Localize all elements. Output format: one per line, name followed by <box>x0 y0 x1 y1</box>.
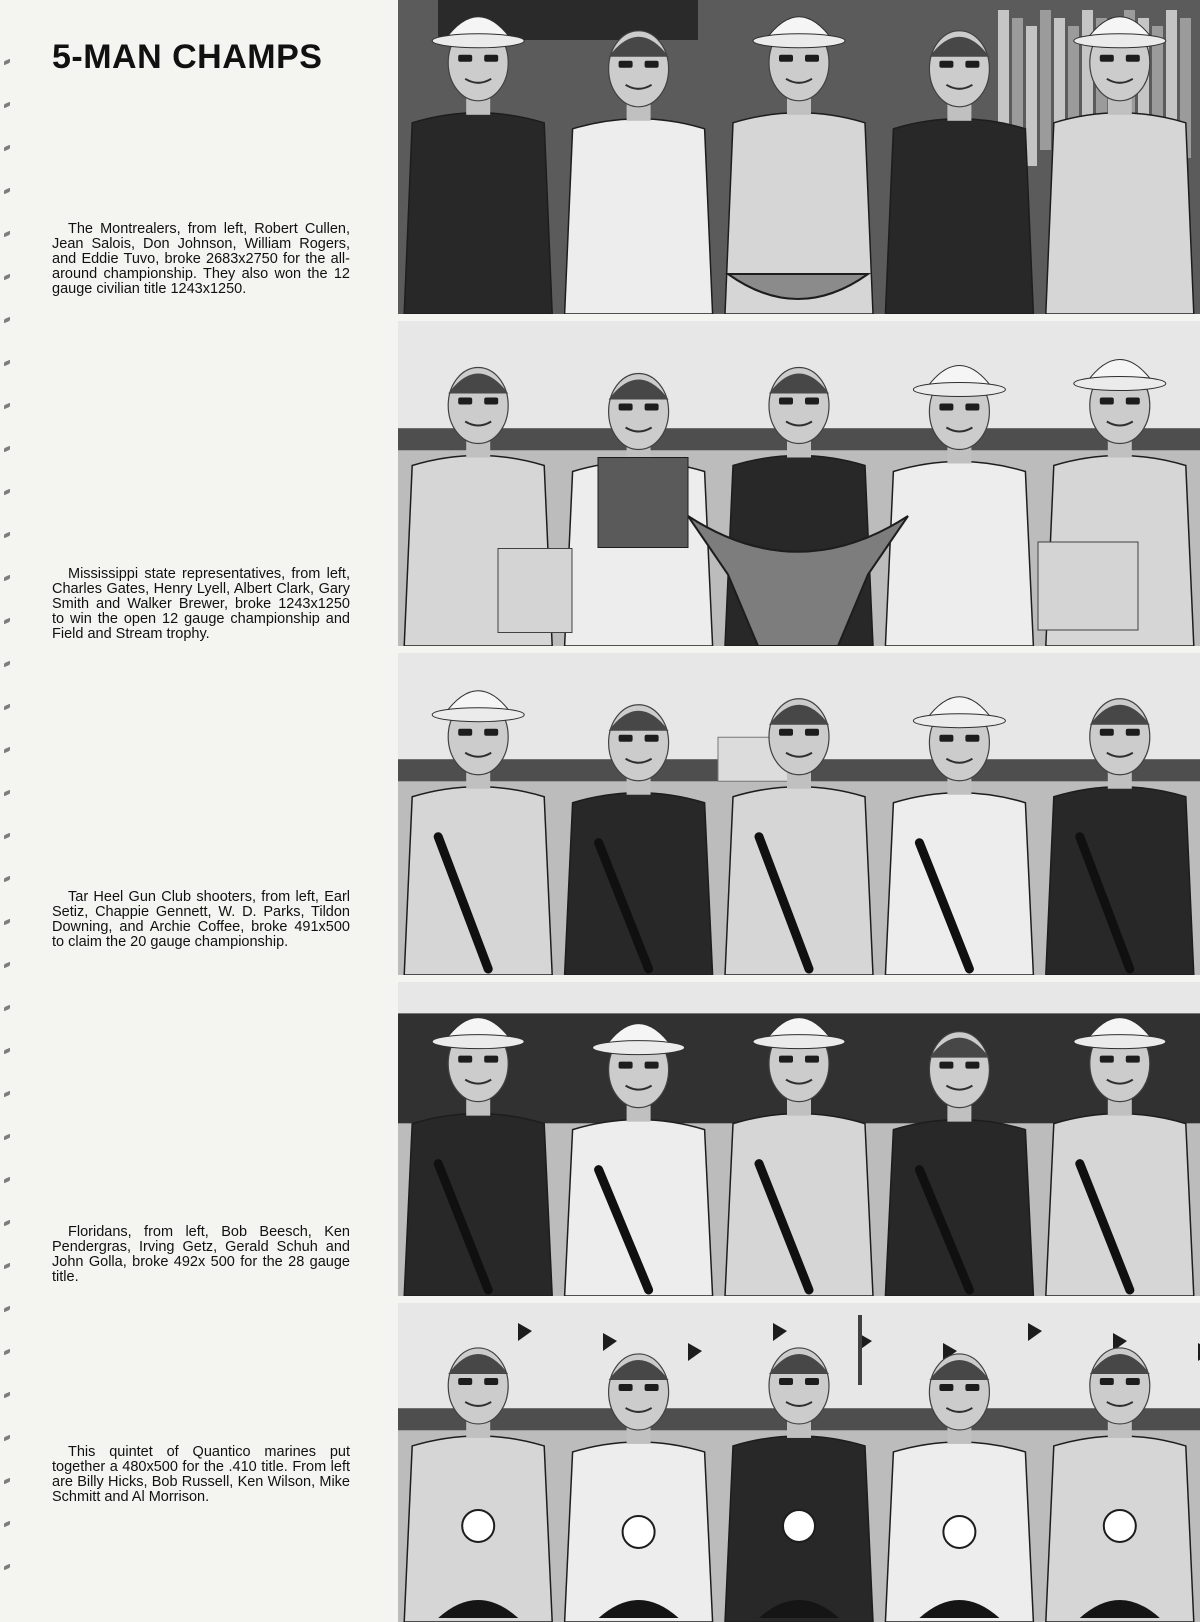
binding-mark <box>4 274 10 281</box>
person-eye <box>619 1062 633 1069</box>
binding-mark <box>4 446 10 453</box>
person-eye <box>1126 55 1140 62</box>
person-torso <box>404 113 552 314</box>
binding-mark <box>4 661 10 668</box>
person-eye <box>619 404 633 411</box>
vest-patch <box>1104 1510 1136 1542</box>
person-eye <box>1100 398 1114 405</box>
person-eye <box>458 1378 472 1385</box>
binding-mark <box>4 704 10 711</box>
binding-mark <box>4 618 10 625</box>
person-eye <box>458 729 472 736</box>
photo-column <box>398 0 1200 1622</box>
binding-mark <box>4 403 10 410</box>
award-plaque <box>598 458 688 548</box>
photo-floridans <box>398 982 1200 1296</box>
person-eye <box>779 1378 793 1385</box>
person-eye <box>805 55 819 62</box>
person-eye <box>484 1378 498 1385</box>
person-eye <box>1100 55 1114 62</box>
binding-mark <box>4 790 10 797</box>
binding-mark <box>4 1091 10 1098</box>
caption-montrealers: The Montrealers, from left, Robert Cullen, Jean Salois, Don Johnson, William Rogers, and Eddie Tuvo, broke 2683x2750 for the all-around championship. They also won the 12 gauge civilian title 1243x1250. <box>52 221 350 297</box>
person-cap-brim <box>753 34 845 48</box>
binding-mark <box>4 1263 10 1270</box>
person-eye <box>1100 1056 1114 1063</box>
person-eye <box>965 404 979 411</box>
person-eye <box>779 729 793 736</box>
person-eye <box>645 404 659 411</box>
photo-illustration <box>398 1303 1200 1622</box>
binding-mark <box>4 1134 10 1141</box>
binding-mark <box>4 1521 10 1528</box>
caption-floridans: Floridans, from left, Bob Beesch, Ken Pendergras, Irving Getz, Gerald Schuh and John Golla, broke 492x 500 for the 28 gauge title. <box>52 1224 350 1285</box>
shelf-item <box>1026 26 1037 166</box>
person-eye <box>805 398 819 405</box>
person-eye <box>1100 1378 1114 1385</box>
person-eye <box>1126 729 1140 736</box>
person-cap-brim <box>913 714 1005 728</box>
vest-patch <box>462 1510 494 1542</box>
person-torso <box>885 462 1033 647</box>
person-eye <box>619 1384 633 1391</box>
sky <box>398 982 1200 1013</box>
person-eye <box>645 735 659 742</box>
person-eye <box>484 729 498 736</box>
person-torso <box>565 119 713 314</box>
person-eye <box>965 735 979 742</box>
person-eye <box>458 398 472 405</box>
person-eye <box>939 404 953 411</box>
vest-patch <box>623 1516 655 1548</box>
photo-tar-heel <box>398 653 1200 975</box>
caption-mississippi: Mississippi state representatives, from left, Charles Gates, Henry Lyell, Albert Clark, Gary Smith and Walker Brewer, broke 1243x1250 to win the open 12 gauge championship and Field and Stream trophy. <box>52 566 350 642</box>
person-eye <box>645 1384 659 1391</box>
person-eye <box>939 735 953 742</box>
person-cap-brim <box>753 1035 845 1049</box>
photo-divider <box>398 314 1200 321</box>
binding-mark <box>4 317 10 324</box>
binding-mark <box>4 59 10 66</box>
person-eye <box>939 1384 953 1391</box>
caption-quantico: This quintet of Quantico marines put together a 480x500 for the .410 title. From left are Billy Hicks, Bob Russell, Ken Wilson, Mike Schmitt and Al Morrison. <box>52 1444 350 1505</box>
person-eye <box>458 1056 472 1063</box>
photo-mississippi <box>398 321 1200 646</box>
person-eye <box>619 735 633 742</box>
binding-mark <box>4 1306 10 1313</box>
person-eye <box>965 1384 979 1391</box>
binding-mark <box>4 360 10 367</box>
person-eye <box>939 61 953 68</box>
photo-illustration <box>398 321 1200 646</box>
binding-mark <box>4 962 10 969</box>
photo-divider <box>398 1296 1200 1303</box>
person-eye <box>965 61 979 68</box>
shelf-item <box>1040 10 1051 150</box>
person-cap-brim <box>593 1041 685 1055</box>
binding-mark <box>4 1564 10 1571</box>
person-eye <box>645 61 659 68</box>
photo-quantico <box>398 1303 1200 1622</box>
binding-mark <box>4 876 10 883</box>
person-eye <box>484 1056 498 1063</box>
photo-illustration <box>398 0 1200 314</box>
binding-mark <box>4 919 10 926</box>
binding-mark <box>4 532 10 539</box>
person-eye <box>1126 1378 1140 1385</box>
person-cap-brim <box>1074 377 1166 391</box>
binding-mark <box>4 102 10 109</box>
caption-tar-heel: Tar Heel Gun Club shooters, from left, Earl Setiz, Chappie Gennett, W. D. Parks, Tildon Downing, and Archie Coffee, broke 491x500 to claim the 20 gauge championship. <box>52 889 350 950</box>
vest-patch <box>943 1516 975 1548</box>
person-torso <box>885 119 1033 314</box>
binding-mark <box>4 1220 10 1227</box>
binding-mark <box>4 489 10 496</box>
page-headline: 5-MAN CHAMPS <box>52 38 323 76</box>
person-eye <box>805 729 819 736</box>
person-eye <box>965 1062 979 1069</box>
person-cap-brim <box>432 34 524 48</box>
person-eye <box>779 55 793 62</box>
person-eye <box>458 55 472 62</box>
person-eye <box>779 398 793 405</box>
person-eye <box>484 398 498 405</box>
person-eye <box>805 1378 819 1385</box>
person-eye <box>1126 1056 1140 1063</box>
person-cap-brim <box>1074 34 1166 48</box>
binding-mark <box>4 188 10 195</box>
photo-illustration <box>398 982 1200 1296</box>
person-cap-brim <box>913 383 1005 397</box>
binding-marks <box>0 0 24 1622</box>
person-eye <box>779 1056 793 1063</box>
person-torso <box>1046 113 1194 314</box>
binding-mark <box>4 1478 10 1485</box>
binding-mark <box>4 145 10 152</box>
photo-divider <box>398 975 1200 982</box>
person-eye <box>484 55 498 62</box>
person-eye <box>645 1062 659 1069</box>
binding-mark <box>4 231 10 238</box>
photo-montrealers <box>398 0 1200 314</box>
person-eye <box>939 1062 953 1069</box>
binding-mark <box>4 575 10 582</box>
binding-mark <box>4 1349 10 1356</box>
person-cap-brim <box>432 708 524 722</box>
person-eye <box>619 61 633 68</box>
binding-mark <box>4 1177 10 1184</box>
person-cap-brim <box>432 1035 524 1049</box>
binding-mark <box>4 833 10 840</box>
binding-mark <box>4 1435 10 1442</box>
person-eye <box>805 1056 819 1063</box>
binding-mark <box>4 747 10 754</box>
person-eye <box>1100 729 1114 736</box>
binding-mark <box>4 1392 10 1399</box>
award-certificate <box>498 549 572 633</box>
vest-patch <box>783 1510 815 1542</box>
binding-mark <box>4 1005 10 1012</box>
award-certificate <box>1038 542 1138 630</box>
person-cap-brim <box>1074 1035 1166 1049</box>
person-eye <box>1126 398 1140 405</box>
binding-mark <box>4 1048 10 1055</box>
photo-divider <box>398 646 1200 653</box>
light-pole <box>858 1315 862 1385</box>
photo-illustration <box>398 653 1200 975</box>
